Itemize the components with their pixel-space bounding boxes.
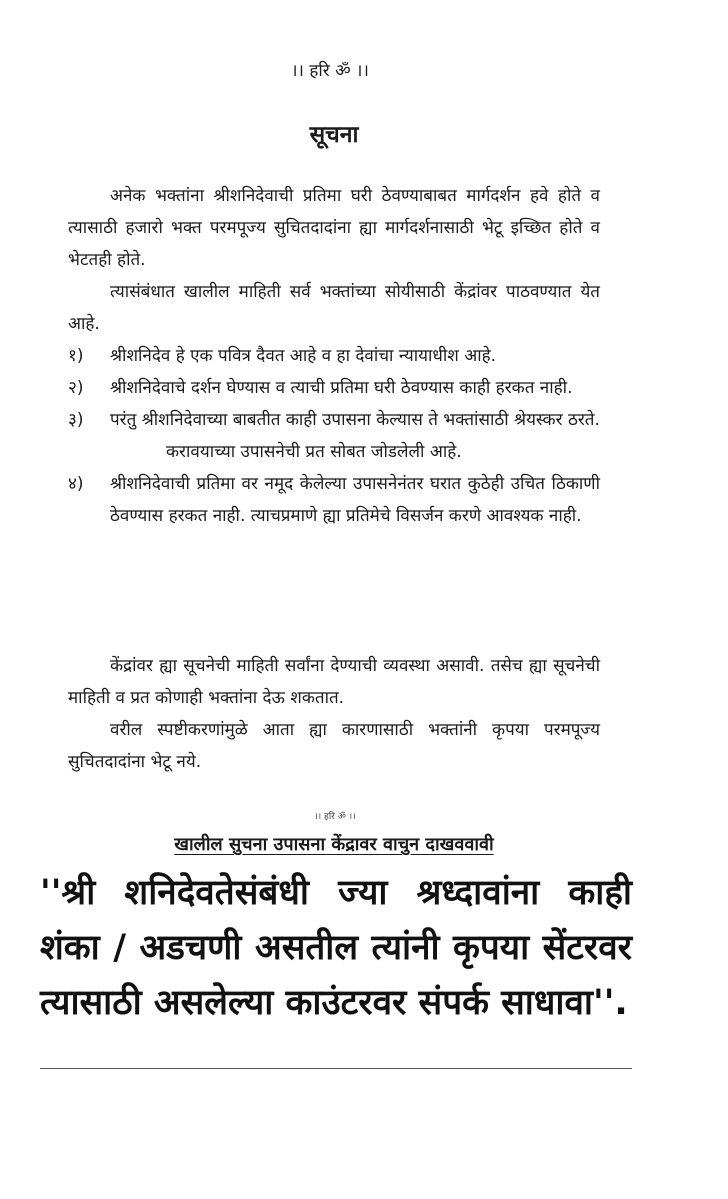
bottom-divider: [40, 1068, 632, 1069]
page-title: सूचना: [309, 122, 359, 148]
footer-invocation: ।। हरि ॐ ।।: [314, 812, 356, 822]
list-item-text: श्रीशनिदेवाचे दर्शन घेण्यास व त्याची प्रतिमा घरी ठेवण्यास काही हरकत नाही.: [110, 378, 573, 398]
instruction-list: [68, 340, 600, 532]
notice-statement: ''श्री शनिदेवतेसंबंधी ज्या श्रध्दावांना काही शंका / अडचणी असतील त्यांनी कृपया सेंटरवर त्यासाठी असलेल्या काउंटरवर संपर्क साधावा''.: [40, 873, 632, 1023]
paragraph-conclusion: वरील स्पष्टीकरणांमुळे आता ह्या कारणासाठी भक्तांनी कृपया परमपूज्य सुचितदादांना भेटू नये.: [68, 720, 600, 772]
notice-subheading-text: खालील सुचना उपासना केंद्रावर वाचुन दाखववावी: [174, 834, 494, 855]
list-note-text: करावयाच्या उपासनेची प्रत सोबत जोडलेली आहे.: [166, 442, 462, 462]
paragraph-distribution: केंद्रांवर ह्या सूचनेची माहिती सर्वांना देण्याची व्यवस्था असावी. तसेच ह्या सूचनेची माहिती व प्रत कोणाही भक्तांना देऊ शकतात.: [68, 656, 600, 708]
list-item: [68, 372, 600, 404]
header-invocation: ।। हरि ॐ ।।: [291, 61, 369, 81]
list-item-number: १): [68, 346, 84, 366]
paragraph-intro: अनेक भक्तांना श्रीशनिदेवाची प्रतिमा घरी ठेवण्याबाबत मार्गदर्शन हवे होते व त्यासाठी हजारो भक्त परमपूज्य सुचितदादांना ह्या मार्गदर्शनासाठी भेटू इच्छित होते व भेटतही होते.: [68, 186, 600, 270]
list-item-text: श्रीशनिदेव हे एक पवित्र दैवत आहे व हा देवांचा न्यायाधीश आहे.: [110, 346, 497, 366]
list-item: [68, 404, 600, 436]
list-item-number: ४): [68, 474, 84, 494]
list-item-number: २): [68, 378, 84, 398]
list-note: [68, 436, 600, 468]
notice-subheading: [0, 832, 668, 856]
list-item: [68, 468, 600, 532]
list-item-number: ३): [68, 410, 84, 430]
paragraph-dispatch: त्यासंबंधात खालील माहिती सर्व भक्तांच्या सोयीसाठी केंद्रांवर पाठवण्यात येत आहे.: [68, 282, 600, 334]
list-item-text: परंतु श्रीशनिदेवाच्या बाबतीत काही उपासना केल्यास ते भक्तांसाठी श्रेयस्कर ठरते.: [110, 410, 600, 430]
list-item-text: श्रीशनिदेवाची प्रतिमा वर नमूद केलेल्या उपासनेनंतर घरात कुठेही उचित ठिकाणी ठेवण्यास हरकत नाही. त्याचप्रमाणे ह्या प्रतिमेचे विसर्जन करणे आवश्यक नाही.: [110, 474, 600, 526]
list-item: [68, 340, 600, 372]
